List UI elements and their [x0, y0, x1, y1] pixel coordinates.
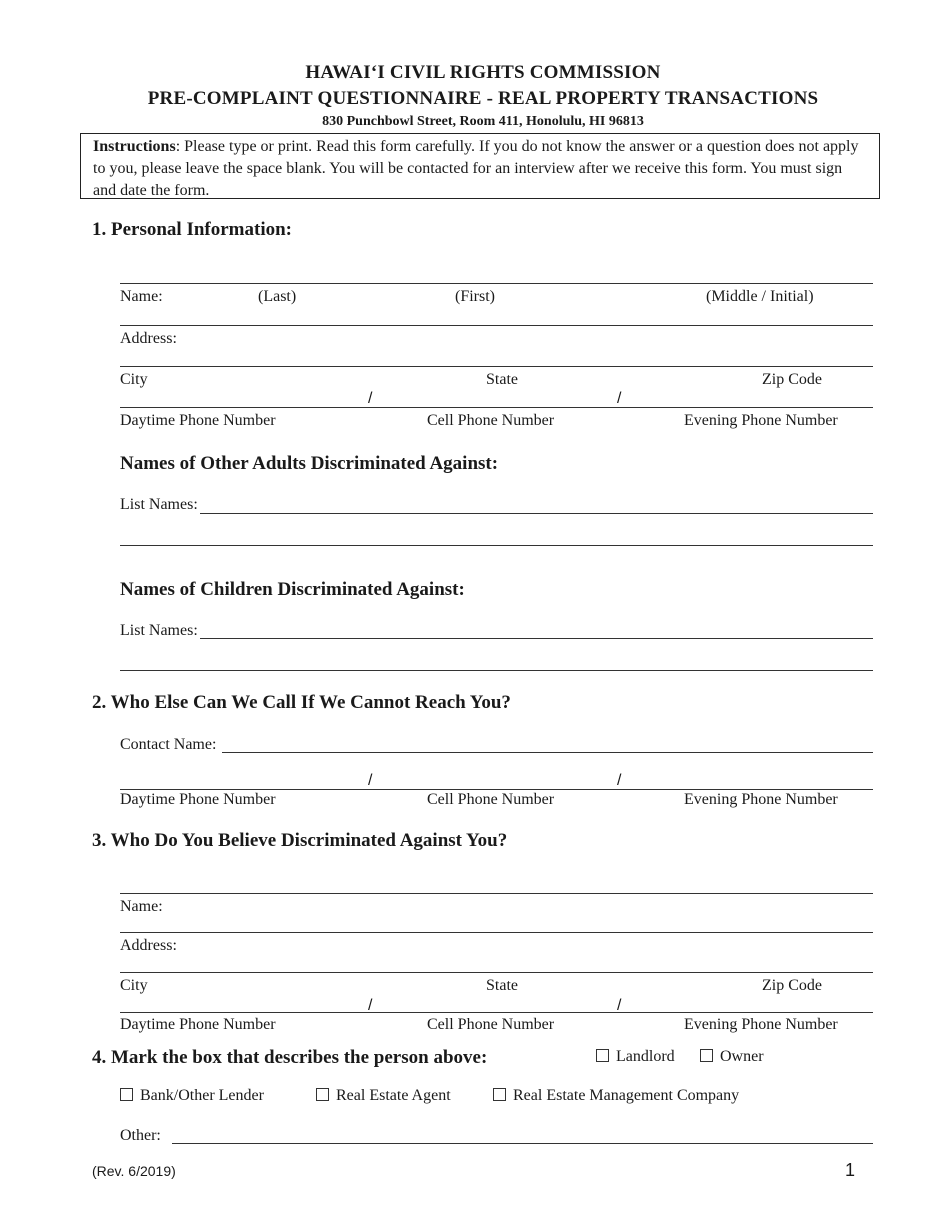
respondent-city-state-zip-input-line[interactable] — [120, 972, 873, 973]
office-address: 830 Punchbowl Street, Room 411, Honolulu, HI 96813 — [322, 114, 644, 129]
bank-lender-label: Bank/Other Lender — [140, 1087, 264, 1104]
org-title: HAWAI‘I CIVIL RIGHTS COMMISSION — [305, 62, 661, 83]
revision-date: (Rev. 6/2019) — [92, 1163, 176, 1179]
name-input-line[interactable] — [120, 283, 873, 284]
contact-phone-input-line[interactable] — [120, 789, 873, 790]
respondent-name-input-line[interactable] — [120, 893, 873, 894]
list-names-label: List Names: — [120, 496, 198, 513]
respondent-address-label: Address: — [120, 937, 177, 954]
address-label: Address: — [120, 330, 177, 347]
real-estate-agent-label: Real Estate Agent — [336, 1087, 451, 1104]
list-names-label: List Names: — [120, 622, 198, 639]
other-label: Other: — [120, 1127, 161, 1144]
form-title: PRE-COMPLAINT QUESTIONNAIRE - REAL PROPERTY TRANSACTIONS — [147, 88, 819, 109]
cell-phone-caption: Cell Phone Number — [427, 791, 555, 808]
phone-input-line[interactable] — [120, 407, 873, 408]
section-3-title: 3. Who Do You Believe Discriminated Against You? — [92, 830, 508, 851]
phone-separator: / — [368, 997, 373, 1014]
landlord-label: Landlord — [616, 1048, 675, 1065]
phone-separator: / — [617, 997, 622, 1014]
zip-caption: Zip Code — [762, 371, 822, 388]
owner-option[interactable] — [700, 1048, 764, 1066]
owner-checkbox[interactable] — [700, 1049, 713, 1062]
state-caption: State — [486, 371, 518, 388]
respondent-phone-input-line[interactable] — [120, 1012, 873, 1013]
children-input-line[interactable] — [200, 638, 873, 639]
cell-phone-caption: Cell Phone Number — [427, 412, 555, 429]
instructions-label: Instructions — [93, 138, 176, 155]
other-adults-input-line[interactable] — [200, 513, 873, 514]
evening-phone-caption: Evening Phone Number — [684, 791, 838, 808]
contact-name-input-line[interactable] — [222, 752, 873, 753]
zip-caption: Zip Code — [762, 977, 822, 994]
respondent-address-input-line[interactable] — [120, 932, 873, 933]
landlord-checkbox[interactable] — [596, 1049, 609, 1062]
daytime-phone-caption: Daytime Phone Number — [120, 1016, 276, 1033]
instructions-box — [80, 133, 880, 199]
phone-separator: / — [368, 390, 373, 407]
section-4-title: 4. Mark the box that describes the person above: — [92, 1047, 488, 1068]
contact-name-label: Contact Name: — [120, 736, 217, 753]
bank-lender-checkbox[interactable] — [120, 1088, 133, 1101]
phone-separator: / — [368, 772, 373, 789]
other-adults-heading: Names of Other Adults Discriminated Against: — [120, 453, 499, 474]
daytime-phone-caption: Daytime Phone Number — [120, 791, 276, 808]
last-name-caption: (Last) — [258, 288, 297, 305]
city-caption: City — [120, 371, 148, 388]
phone-separator: / — [617, 390, 622, 407]
phone-separator: / — [617, 772, 622, 789]
city-state-zip-input-line[interactable] — [120, 366, 873, 367]
real-estate-agent-option[interactable] — [316, 1087, 451, 1105]
children-input-line-2[interactable] — [120, 670, 873, 671]
middle-name-caption: (Middle / Initial) — [706, 288, 814, 305]
landlord-option[interactable] — [596, 1048, 675, 1066]
daytime-phone-caption: Daytime Phone Number — [120, 412, 276, 429]
name-label: Name: — [120, 288, 163, 305]
bank-lender-option[interactable] — [120, 1087, 264, 1105]
state-caption: State — [486, 977, 518, 994]
evening-phone-caption: Evening Phone Number — [684, 1016, 838, 1033]
real-estate-agent-checkbox[interactable] — [316, 1088, 329, 1101]
management-company-option[interactable] — [493, 1087, 739, 1105]
first-name-caption: (First) — [455, 288, 495, 305]
other-adults-input-line-2[interactable] — [120, 545, 873, 546]
management-company-label: Real Estate Management Company — [513, 1087, 740, 1104]
evening-phone-caption: Evening Phone Number — [684, 412, 838, 429]
respondent-name-label: Name: — [120, 898, 163, 915]
section-1-title: 1. Personal Information: — [92, 219, 293, 240]
management-company-checkbox[interactable] — [493, 1088, 506, 1101]
other-input-line[interactable] — [172, 1143, 873, 1144]
owner-label: Owner — [720, 1048, 764, 1065]
instructions-text: : Please type or print. Read this form carefully. If you do not know the answer or a question does not apply to you, please leave the space blank. You will be contacted for an interview after we receive this form. You must sign and date the form. — [93, 138, 859, 199]
cell-phone-caption: Cell Phone Number — [427, 1016, 555, 1033]
page-number: 1 — [845, 1160, 856, 1180]
address-input-line[interactable] — [120, 325, 873, 326]
section-2-title: 2. Who Else Can We Call If We Cannot Reach You? — [92, 692, 511, 713]
city-caption: City — [120, 977, 148, 994]
children-heading: Names of Children Discriminated Against: — [120, 579, 465, 600]
